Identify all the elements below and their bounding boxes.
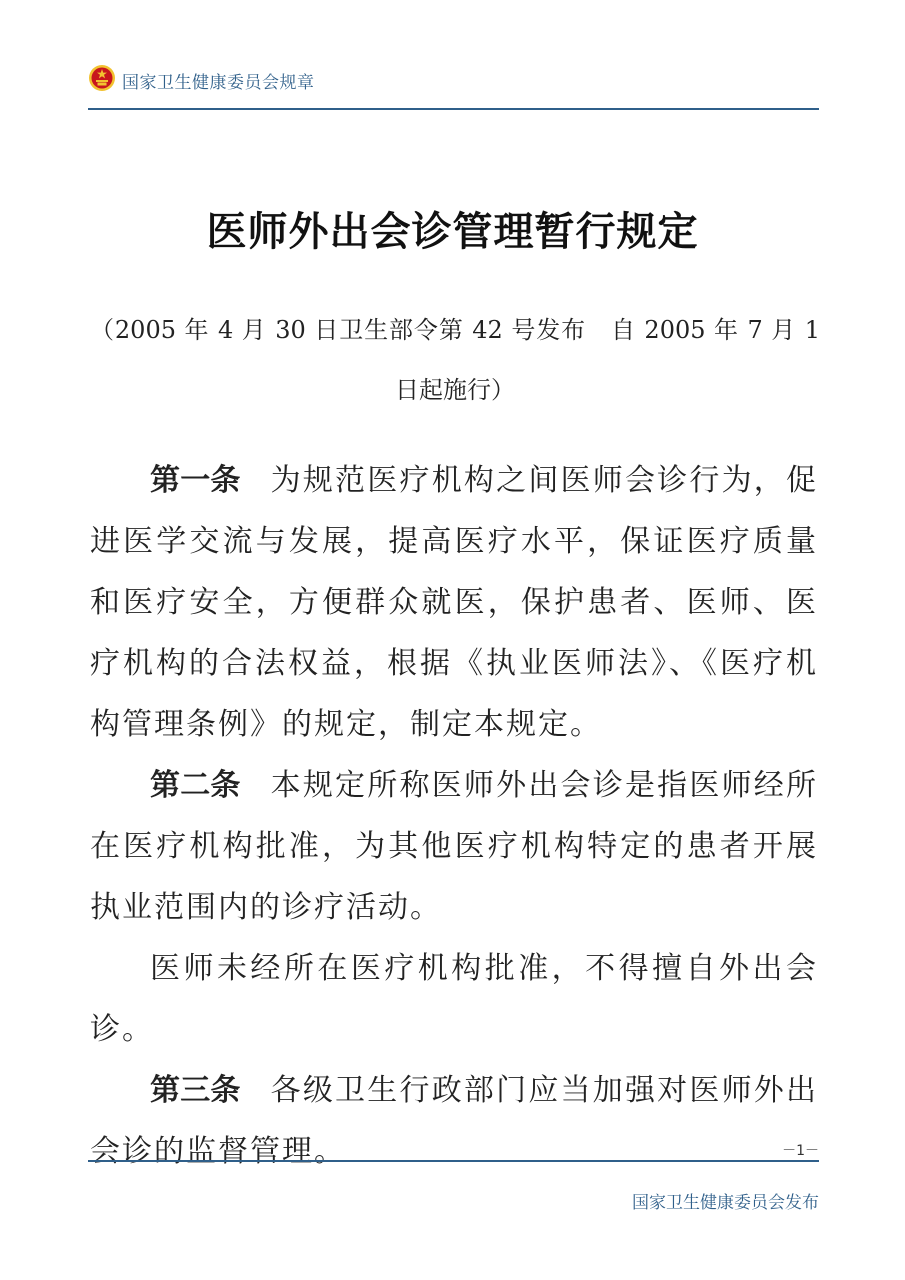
document-body xyxy=(90,450,818,1182)
article-text: 为规范医疗机构之间医师会诊行为，促进医学交流与发展，提高医疗水平，保证医疗质量和医疗安全，方便群众就医，保护患者、医师、医疗机构的合法权益，根据《执业医师法》、《医疗机构管理条例》的规定，制定本规定。 xyxy=(90,463,819,742)
paragraph-article-3 xyxy=(90,1060,818,1182)
footer-publisher: 国家卫生健康委员会发布 xyxy=(632,1193,819,1213)
page-header xyxy=(88,62,819,110)
paragraph-article-2 xyxy=(90,755,818,938)
document-title: 医师外出会诊管理暂行规定 xyxy=(206,208,699,255)
paragraph-article-2-cont xyxy=(90,938,818,1060)
page-number: －1－ xyxy=(782,1143,819,1159)
article-text: 医师未经所在医疗机构批准，不得擅自外出会诊。 xyxy=(90,951,818,1047)
footer-divider xyxy=(88,1160,819,1162)
paragraph-article-1 xyxy=(90,450,818,755)
document-subtitle: （2005 年 4 月 30 日卫生部令第 42 号发布 自 2005 年 7 月 1 日起施行） xyxy=(90,316,820,404)
article-label: 第三条 xyxy=(150,1073,241,1108)
article-label: 第一条 xyxy=(150,463,241,498)
article-text: 各级卫生行政部门应当加强对医师外出会诊的监督管理。 xyxy=(90,1073,819,1169)
article-text: 本规定所称医师外出会诊是指医师经所在医疗机构批准，为其他医疗机构特定的患者开展执业范围内的诊疗活动。 xyxy=(90,768,819,925)
article-label: 第二条 xyxy=(150,768,241,803)
header-title: 国家卫生健康委员会规章 xyxy=(122,73,315,93)
national-emblem-icon xyxy=(88,64,116,92)
